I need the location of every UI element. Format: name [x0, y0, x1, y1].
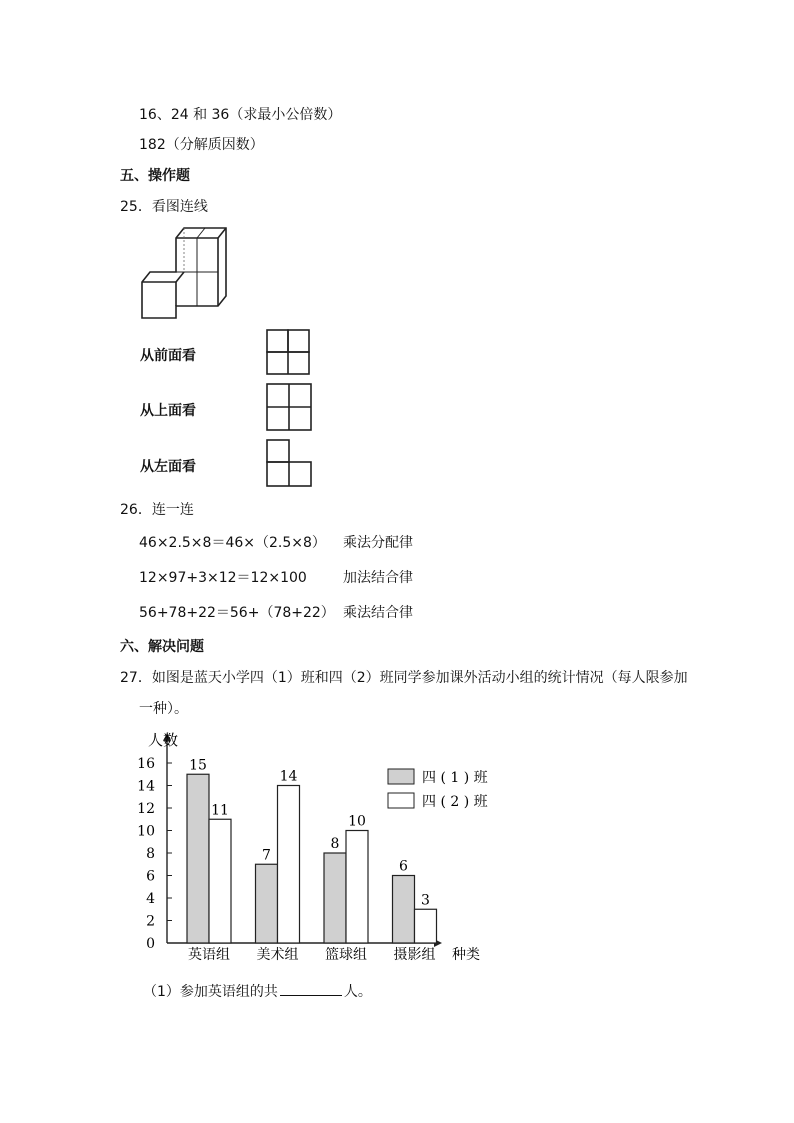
law-2: 加法结合律 [343, 570, 413, 586]
bar [209, 819, 231, 943]
y-tick-label: 2 [146, 913, 155, 930]
q27-sub1 [143, 981, 372, 1001]
bar [324, 853, 346, 943]
view-label-top: 从上面看 [140, 403, 196, 419]
q27-sub1-suffix: 人。 [343, 984, 372, 1000]
bar [415, 909, 437, 943]
law-3: 乘法结合律 [343, 605, 413, 621]
answer-blank[interactable] [280, 981, 342, 996]
law-1: 乘法分配律 [343, 535, 413, 551]
front-view-figure [265, 328, 311, 376]
legend-label: 四 ( 1 ) 班 [422, 770, 488, 786]
q27-title-line2: 一种）。 [139, 701, 188, 717]
bar-value-label: 14 [279, 768, 298, 785]
view-label-front: 从前面看 [140, 348, 196, 364]
expression-2: 12×97+3×12＝12×100 [139, 570, 307, 586]
bar-value-label: 15 [189, 757, 207, 774]
top-view-figure [265, 382, 313, 432]
expression-3: 56+78+22＝56+（78+22） [139, 605, 335, 621]
x-tick-label: 篮球组 [325, 947, 367, 963]
x-axis-label: 种类 [452, 947, 480, 963]
bar-value-label: 6 [399, 858, 408, 875]
y-tick-label: 12 [137, 801, 155, 817]
q27-title-line1: 27．如图是蓝天小学四（1）班和四（2）班同学参加课外活动小组的统计情况（每人限参加 [120, 670, 688, 686]
factor-question: 182（分解质因数） [139, 137, 264, 153]
lcm-question: 16、24 和 36（求最小公倍数） [139, 107, 342, 123]
q26-title: 26．连一连 [120, 502, 194, 518]
bar-value-label: 7 [262, 847, 271, 864]
bar-value-label: 11 [211, 802, 229, 819]
y-tick-label: 8 [146, 846, 155, 862]
x-tick-label: 美术组 [256, 947, 299, 963]
y-axis-label: 人数 [148, 731, 179, 749]
bar-value-label: 3 [421, 892, 430, 909]
legend-swatch [388, 769, 414, 784]
q25-title: 25．看图连线 [120, 199, 208, 215]
bar [187, 774, 209, 943]
y-tick-label: 10 [137, 823, 155, 840]
q27-sub1-prefix: （1）参加英语组的共 [143, 984, 278, 1000]
y-tick-label: 6 [146, 868, 155, 885]
bar [256, 864, 278, 943]
section-heading-6: 六、解决问题 [120, 639, 204, 655]
legend-label: 四 ( 2 ) 班 [422, 794, 488, 810]
x-tick-label: 摄影组 [393, 947, 436, 963]
bar [346, 831, 368, 944]
activity-bar-chart [130, 725, 500, 970]
bar [393, 876, 415, 944]
bar-value-label: 10 [348, 813, 366, 830]
x-tick-label: 英语组 [188, 947, 230, 963]
y-tick-label: 16 [137, 756, 155, 772]
section-heading-5: 五、操作题 [120, 168, 190, 184]
y-tick-label: 0 [146, 936, 155, 952]
legend-swatch [388, 793, 414, 808]
left-view-figure [265, 438, 313, 488]
y-tick-label: 14 [137, 778, 155, 795]
y-tick-label: 4 [146, 891, 155, 907]
bar [278, 786, 300, 944]
expression-1: 46×2.5×8＝46×（2.5×8） [139, 535, 326, 551]
view-label-left: 从左面看 [140, 459, 196, 475]
cube-solid-figure [138, 224, 230, 320]
bar-value-label: 8 [330, 836, 340, 852]
